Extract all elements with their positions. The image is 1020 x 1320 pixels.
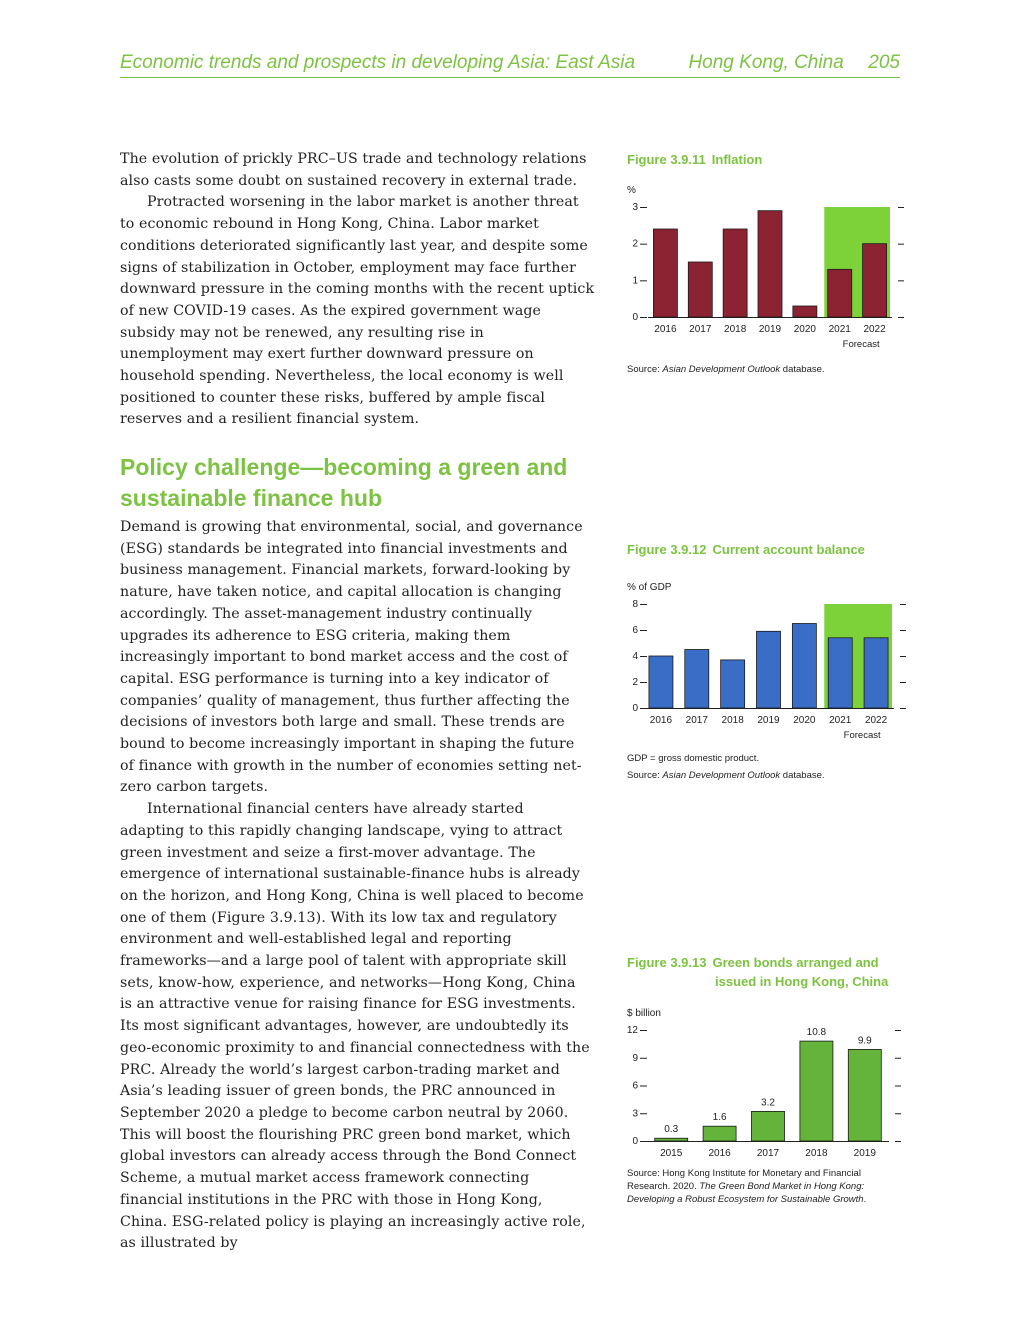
- figure-11-source: [627, 363, 825, 376]
- y-tick-label: 1: [632, 275, 638, 287]
- figure-12-abbrev-note: GDP = gross domestic product.: [627, 753, 760, 764]
- figure-13-title: [627, 953, 888, 991]
- x-tick-label: 2018: [724, 324, 747, 335]
- y-tick-label: 0: [632, 312, 638, 323]
- page-number: 205: [868, 52, 900, 73]
- source-suffix: database.: [780, 364, 825, 375]
- y-tick-label: 6: [632, 1080, 638, 1092]
- y-tick-label: 12: [626, 1025, 638, 1036]
- source-line-3-title: Developing a Robust Ecosystem for Sustainable Growth: [627, 1194, 864, 1205]
- bar: [757, 631, 781, 708]
- bar: [685, 650, 709, 709]
- paragraph-1: The evolution of prickly PRC–US trade and technology relations also casts some doubt on sustained recovery in external trade.: [120, 151, 587, 189]
- inflation-chart: [620, 178, 910, 358]
- y-axis-unit-label: $ billion: [627, 1008, 661, 1019]
- figure-11-title: [627, 152, 762, 167]
- figure-12-source: [627, 769, 825, 782]
- bar: [792, 624, 816, 709]
- bar: [800, 1041, 833, 1141]
- bar: [828, 638, 852, 708]
- figure-13-caption-line2: issued in Hong Kong, China: [715, 974, 889, 989]
- bar: [864, 638, 888, 708]
- x-tick-label: 2021: [828, 324, 851, 335]
- source-line-3-suffix: .: [863, 1194, 867, 1205]
- source-title: Asian Development Outlook: [662, 770, 781, 781]
- x-tick-label: 2021: [829, 715, 852, 726]
- bar: [649, 656, 673, 708]
- bar: [863, 244, 887, 317]
- y-tick-label: 3: [632, 202, 638, 213]
- y-tick-label: 3: [632, 1108, 638, 1120]
- y-tick-label: 2: [632, 677, 638, 688]
- x-tick-label: 2019: [758, 324, 782, 335]
- x-tick-label: 2016: [654, 324, 677, 335]
- figure-13-caption-line1: Green bonds arranged and: [712, 955, 879, 970]
- bar: [655, 1138, 688, 1141]
- bar: [688, 262, 712, 317]
- source-prefix: Source:: [627, 770, 663, 781]
- paragraph-2: Protracted worsening in the labor market is another threat to economic rebound in Hong Kong, China. Labor market conditions deteriorated significantly last year, and despite some signs of stabilization in October, employment may face further downward pressure in the coming months with the recent uptick of new COVID-19 cases. As the expired government wage subsidy may not be renewed, any resulting rise in unemployment may exert further downward pressure on household spending. Nevertheless, the local economy is well positioned to counter these risks, buffered by ample fiscal reserves and a resilient financial system.: [120, 194, 595, 428]
- source-prefix: Source:: [627, 364, 663, 375]
- y-axis-unit-label: %: [627, 185, 636, 196]
- figure-11-caption: Inflation: [711, 152, 763, 167]
- running-header-section: Hong Kong, China: [688, 52, 844, 73]
- forecast-label: Forecast: [843, 730, 881, 741]
- bar: [848, 1049, 881, 1141]
- x-tick-label: 2018: [721, 715, 744, 726]
- header-rule: [120, 77, 900, 78]
- x-tick-label: 2022: [864, 715, 888, 726]
- bar: [793, 306, 817, 317]
- bar: [752, 1111, 785, 1141]
- figure-11-number: Figure 3.9.11: [627, 152, 706, 167]
- y-tick-label: 9: [632, 1052, 638, 1064]
- x-tick-label: 2022: [863, 324, 886, 335]
- figure-12-notes: [627, 752, 825, 782]
- bar: [758, 211, 782, 317]
- figure-13-source: [627, 1167, 866, 1206]
- x-tick-label: 2019: [757, 715, 780, 726]
- running-header-title: Economic trends and prospects in developing Asia: East Asia: [120, 52, 636, 73]
- figure-12-title: [627, 542, 865, 557]
- y-axis-unit-label: % of GDP: [627, 582, 672, 593]
- forecast-label: Forecast: [842, 339, 880, 350]
- x-tick-label: 2017: [689, 324, 712, 335]
- source-suffix: database.: [780, 770, 825, 781]
- running-header-right: [688, 52, 900, 74]
- current-account-chart: [620, 568, 910, 750]
- source-line-2-prefix: Research. 2020.: [627, 1181, 700, 1192]
- source-title: Asian Development Outlook: [662, 364, 781, 375]
- paragraph-4: International financial centers have already started adapting to this rapidly changing landscape, vying to attract green investment and seize a first-mover advantage. The emergence of international sustainable-finance hubs is already on the horizon, and Hong Kong, China is well placed to become one of them (Figure 3.9.13). With its low tax and regulatory environment and well-established legal and reporting frameworks—and a large pool of talent with appropriate skill sets, know-how, experience, and networks—Hong Kong, China is an attractive venue for raising finance for ESG investments. Its most significant advantages, however, are undoubtedly its geo-economic proximity to and financial connectedness with the PRC. Already the world’s largest carbon-trading market and Asia’s leading issuer of green bonds, the PRC announced in September 2020 a pledge to become carbon neutral by 2060. This will boost the flourishing PRC green bond market, which global investors can already access through the Bond Connect Scheme, a mutual market access framework connecting financial institutions in the PRC with those in Hong Kong, China. ESG-related policy is playing an increasingly active role, as illustrated by: [120, 801, 590, 1252]
- x-tick-label: 2020: [793, 324, 816, 335]
- data-label: 9.9: [857, 1035, 872, 1047]
- x-tick-label: 2016: [649, 715, 673, 726]
- bar: [721, 660, 745, 708]
- figure-12-caption: Current account balance: [712, 542, 865, 557]
- y-tick-label: 0: [632, 1136, 638, 1147]
- x-tick-label: 2015: [660, 1148, 683, 1159]
- y-tick-label: 8: [632, 599, 638, 610]
- x-tick-label: 2018: [805, 1148, 828, 1159]
- figure-12-number: Figure 3.9.12: [627, 542, 707, 557]
- x-tick-label: 2017: [756, 1148, 780, 1159]
- data-label: 10.8: [806, 1027, 827, 1039]
- figure-13-number: Figure 3.9.13: [627, 955, 707, 970]
- bar: [723, 229, 747, 317]
- bar: [653, 229, 677, 317]
- bar: [828, 269, 852, 317]
- y-tick-label: 4: [632, 651, 638, 662]
- x-tick-label: 2016: [708, 1148, 731, 1159]
- x-tick-label: 2019: [853, 1148, 876, 1159]
- data-label: 3.2: [761, 1097, 775, 1109]
- y-tick-label: 2: [632, 238, 638, 250]
- body-text-top: [120, 149, 595, 431]
- paragraph-3: Demand is growing that environmental, social, and governance (ESG) standards be integrated into financial investments and business management. Financial markets, forward-looking by nature, have taken notice, and capital allocation is changing accordingly. The asset-management industry continually upgrades its adherence to ESG criteria, making them increasingly important to bond market access and the cost of capital. ESG performance is turning into a key indicator of companies’ quality of management, thus further affecting the decisions of investors both large and small. These trends are bound to become increasingly important in shaping the future of finance with growth in the number of economies setting net-zero carbon targets.: [120, 519, 583, 796]
- bar: [703, 1126, 736, 1141]
- x-tick-label: 2017: [685, 715, 708, 726]
- source-line-2-title: The Green Bond Market in Hong Kong:: [699, 1181, 865, 1192]
- source-line-1: Source: Hong Kong Institute for Monetary and Financial: [627, 1168, 861, 1179]
- y-tick-label: 0: [632, 703, 638, 714]
- data-label: 0.3: [664, 1124, 679, 1136]
- green-bonds-chart: [620, 1000, 910, 1160]
- y-tick-label: 6: [632, 625, 638, 636]
- body-text-main: [120, 517, 590, 1255]
- data-label: 1.6: [712, 1112, 727, 1124]
- section-heading: Policy challenge—becoming a green and sustainable finance hub: [120, 454, 568, 511]
- x-tick-label: 2020: [793, 715, 816, 726]
